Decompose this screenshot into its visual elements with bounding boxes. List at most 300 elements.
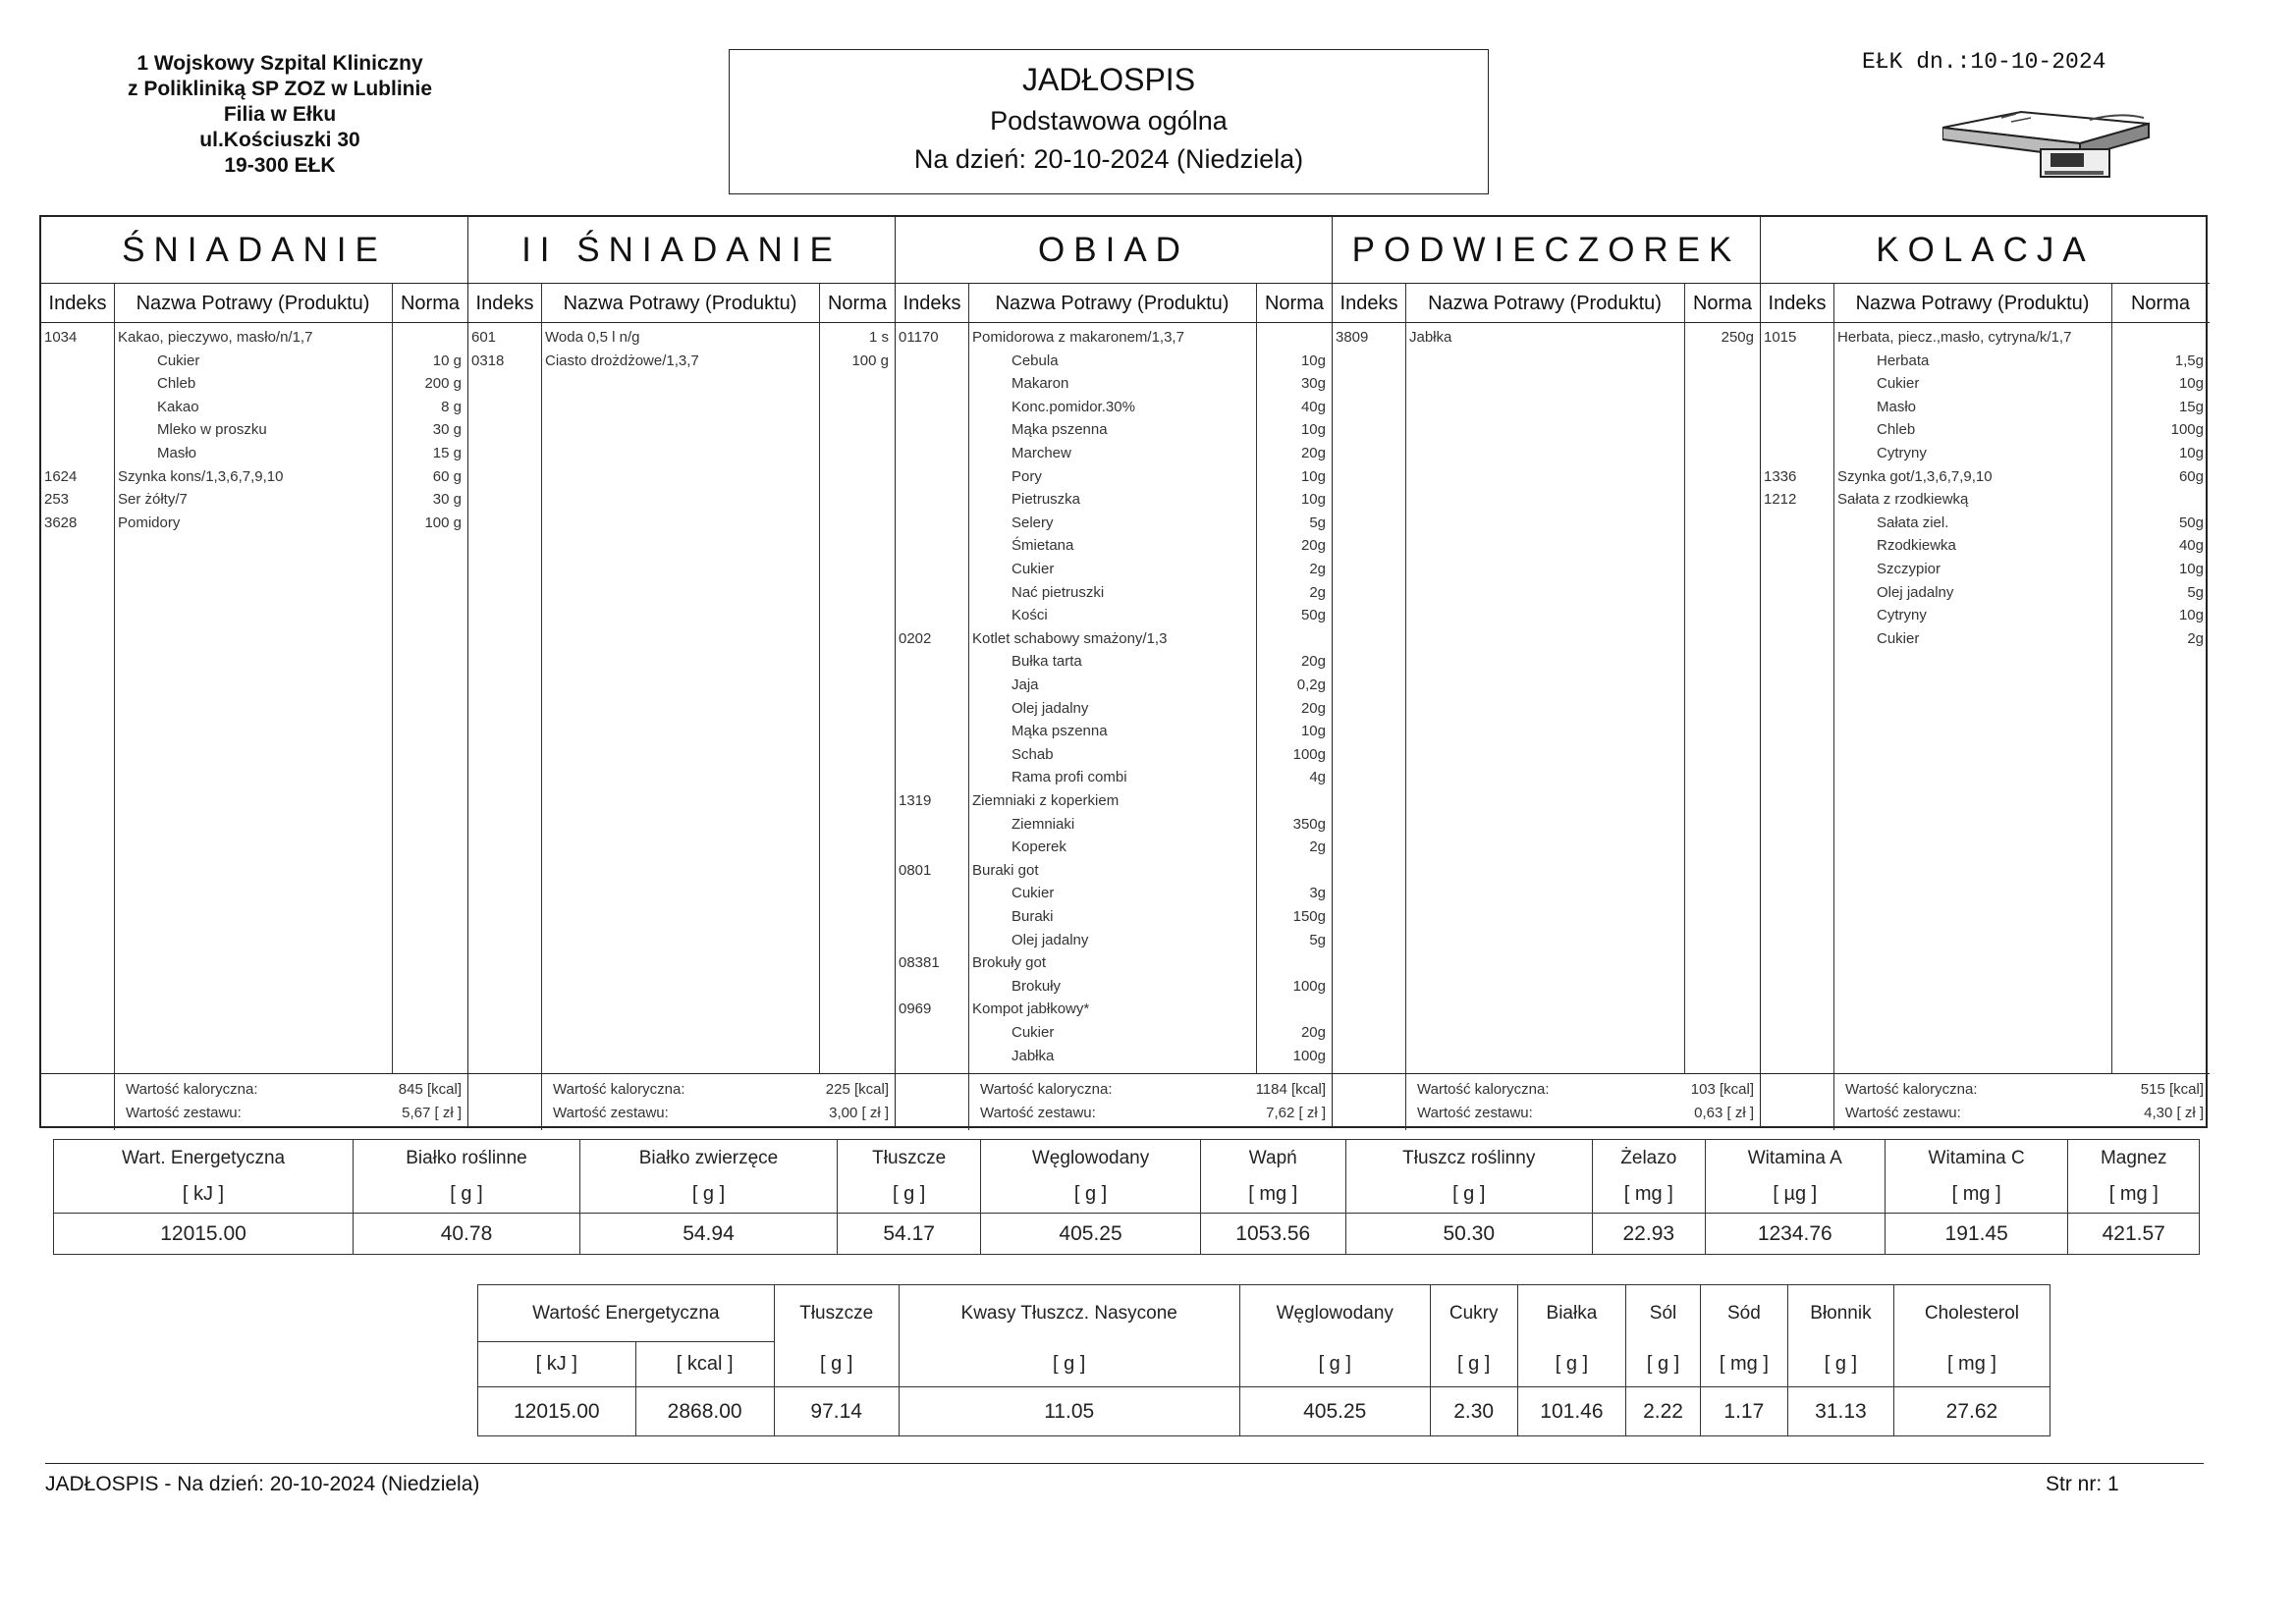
- meal-item-row: [896, 466, 1332, 488]
- item-name: Olej jadalny: [1011, 699, 1089, 717]
- meal-column: [896, 217, 1333, 1126]
- item-name: Schab: [1011, 745, 1054, 763]
- item-index: 3809: [1336, 329, 1369, 346]
- column-header-index: Indeks: [475, 293, 534, 314]
- item-norm: 15 g: [432, 445, 462, 461]
- meal-item-row: [896, 397, 1332, 418]
- set-cost-value-label: Wartość zestawu:: [553, 1105, 669, 1121]
- item-name: Woda 0,5 l n/g: [545, 329, 640, 346]
- item-name: Kakao, pieczywo, masło/n/1,7: [118, 329, 313, 346]
- item-norm: 2g: [1309, 839, 1326, 856]
- item-norm: 10g: [2178, 607, 2204, 624]
- nutrition-cell: 40.78: [354, 1214, 580, 1255]
- nutrition-cell: [ g ]: [1517, 1342, 1626, 1387]
- meal-item-row: [896, 814, 1332, 836]
- item-norm: 20g: [1300, 445, 1326, 461]
- item-norm: 5g: [1309, 931, 1326, 948]
- calorie-value: 103 [kcal]: [1690, 1081, 1754, 1098]
- nutrition-table-1: [53, 1139, 2200, 1255]
- meal-item-row: [1761, 351, 2210, 372]
- nutrition-cell: 191.45: [1885, 1214, 2068, 1255]
- item-norm: 2g: [2187, 629, 2204, 647]
- set-cost-value: 4,30 [ zł ]: [2144, 1105, 2204, 1121]
- item-norm: 10g: [2178, 561, 2204, 577]
- item-norm: 100g: [1292, 1047, 1326, 1064]
- meal-items: [1333, 323, 1760, 1073]
- item-name: Kakao: [157, 398, 199, 415]
- meal-item-row: [896, 419, 1332, 441]
- nutrition-cell: Magnez: [2068, 1140, 2200, 1177]
- meal-column: [1761, 217, 2210, 1126]
- meal-item-row: [41, 443, 467, 464]
- nutrition-cell: 101.46: [1517, 1387, 1626, 1436]
- column-header-norm: Norma: [1692, 293, 1752, 314]
- nutrition-cell: 2.22: [1626, 1387, 1700, 1436]
- item-norm: 150g: [1292, 908, 1326, 925]
- nutrition-cell: Cholesterol: [1893, 1285, 2050, 1342]
- calorie-value-label: Wartość kaloryczna:: [1845, 1081, 1978, 1098]
- meal-item-row: [896, 1022, 1332, 1044]
- item-index: 0318: [471, 352, 505, 369]
- item-norm: 250g: [1721, 329, 1754, 346]
- meal-item-row: [1761, 489, 2210, 511]
- meal-item-row: [1761, 443, 2210, 464]
- item-index: 1336: [1764, 467, 1797, 485]
- nutrition-cell: [ g ]: [1430, 1342, 1517, 1387]
- item-name: Ciasto drożdżowe/1,3,7: [545, 352, 699, 369]
- hospital-line: 19-300 EŁK: [224, 154, 336, 177]
- meal-item-row: [896, 559, 1332, 580]
- meal-item-row: [1333, 327, 1760, 349]
- meal-item-row: [896, 675, 1332, 696]
- meal-item-row: [1761, 582, 2210, 604]
- nutrition-cell: [ g ]: [1239, 1342, 1430, 1387]
- nutrition-cell: 54.94: [579, 1214, 837, 1255]
- nutrition-cell: [ kcal ]: [635, 1342, 774, 1387]
- item-name: Olej jadalny: [1877, 583, 1954, 601]
- column-header-name: Nazwa Potrawy (Produktu): [136, 293, 370, 314]
- meal-item-row: [896, 651, 1332, 673]
- hospital-address: [79, 51, 481, 179]
- item-norm: 30 g: [432, 421, 462, 439]
- column-header-norm: Norma: [1264, 293, 1324, 314]
- nutrition-cell: [ mg ]: [1885, 1176, 2068, 1214]
- meal-item-row: [41, 373, 467, 395]
- meal-item-row: [41, 419, 467, 441]
- item-name: Pory: [1011, 467, 1042, 485]
- meal-item-row: [896, 698, 1332, 720]
- item-norm: 10g: [1300, 491, 1326, 509]
- item-index: 0202: [899, 629, 932, 647]
- item-norm: 10g: [2178, 445, 2204, 461]
- meal-item-row: [41, 489, 467, 511]
- meal-item-row: [896, 930, 1332, 951]
- column-header-norm: Norma: [827, 293, 887, 314]
- meal-items: [41, 323, 467, 1073]
- item-name: Jabłka: [1409, 329, 1452, 346]
- item-index: 0969: [899, 1001, 932, 1018]
- item-norm: 10g: [1300, 467, 1326, 485]
- item-norm: 60g: [2178, 467, 2204, 485]
- nutrition-cell: [ mg ]: [1200, 1176, 1345, 1214]
- nutrition-cell: 50.30: [1345, 1214, 1592, 1255]
- meal-item-row: [1761, 605, 2210, 626]
- item-norm: 30 g: [432, 491, 462, 509]
- column-header-index: Indeks: [1339, 293, 1398, 314]
- item-name: Konc.pomidor.30%: [1011, 398, 1135, 415]
- meal-item-row: [1761, 373, 2210, 395]
- item-norm: 10g: [1300, 723, 1326, 740]
- nutrition-cell: Błonnik: [1788, 1285, 1894, 1342]
- calorie-value: 225 [kcal]: [825, 1081, 889, 1098]
- item-norm: 1 s: [868, 329, 889, 346]
- item-name: Cebula: [1011, 352, 1059, 369]
- column-header-name: Nazwa Potrawy (Produktu): [1855, 293, 2090, 314]
- item-name: Szynka kons/1,3,6,7,9,10: [118, 467, 284, 485]
- item-name: Chleb: [1877, 421, 1916, 439]
- item-name: Pomidorowa z makaronem/1,3,7: [972, 329, 1184, 346]
- item-norm: 100 g: [424, 514, 462, 531]
- item-name: Cukier: [1011, 885, 1055, 902]
- document-date: Na dzień: 20-10-2024 (Niedziela): [913, 144, 1304, 174]
- hospital-line: Filia w Ełku: [223, 103, 337, 126]
- item-norm: 10 g: [432, 352, 462, 369]
- meal-item-row: [896, 535, 1332, 557]
- item-norm: 1,5g: [2174, 352, 2204, 369]
- meal-item-row: [896, 628, 1332, 650]
- item-name: Cukier: [157, 352, 200, 369]
- calorie-value-label: Wartość kaloryczna:: [980, 1081, 1113, 1098]
- nutrition-cell: 11.05: [899, 1387, 1239, 1436]
- meal-column-headers: [1761, 284, 2210, 323]
- column-header-name: Nazwa Potrawy (Produktu): [1428, 293, 1662, 314]
- item-index: 253: [44, 491, 70, 509]
- item-name: Selery: [1011, 514, 1054, 531]
- column-header-name: Nazwa Potrawy (Produktu): [995, 293, 1230, 314]
- item-name: Nać pietruszki: [1011, 583, 1105, 601]
- nutrition-cell: Tłuszcze: [774, 1285, 899, 1342]
- calorie-value-label: Wartość kaloryczna:: [553, 1081, 685, 1098]
- nutrition-row-units: [54, 1176, 2200, 1214]
- item-norm: 10g: [2178, 375, 2204, 393]
- document-title: JADŁOSPIS: [1021, 62, 1196, 97]
- meal-item-row: [896, 489, 1332, 511]
- item-norm: 40g: [2178, 537, 2204, 555]
- meal-item-row: [896, 883, 1332, 904]
- meal-item-row: [896, 582, 1332, 604]
- item-name: Marchew: [1011, 445, 1071, 461]
- item-name: Szynka got/1,3,6,7,9,10: [1837, 467, 1993, 485]
- nutrition-cell: Wapń: [1200, 1140, 1345, 1177]
- meal-item-row: [1761, 327, 2210, 349]
- nutrition-cell: 12015.00: [478, 1387, 636, 1436]
- set-cost-value-label: Wartość zestawu:: [980, 1105, 1096, 1121]
- item-norm: 50g: [1300, 607, 1326, 624]
- item-name: Kości: [1011, 607, 1048, 624]
- nutrition-cell: 405.25: [1239, 1387, 1430, 1436]
- item-index: 1034: [44, 329, 78, 346]
- set-cost-value: 7,62 [ zł ]: [1266, 1105, 1326, 1121]
- item-norm: 40g: [1300, 398, 1326, 415]
- item-name: Cukier: [1877, 629, 1920, 647]
- nutrition-row-values: [478, 1387, 2050, 1436]
- item-name: Jaja: [1011, 676, 1039, 693]
- meal-item-row: [896, 605, 1332, 626]
- item-norm: 20g: [1300, 537, 1326, 555]
- nutrition-cell: 405.25: [981, 1214, 1201, 1255]
- meal-item-row: [1761, 513, 2210, 534]
- nutrition-cell: [ g ]: [981, 1176, 1201, 1214]
- meal-items: [1761, 323, 2210, 1073]
- item-index: 601: [471, 329, 497, 346]
- meal-item-row: [896, 999, 1332, 1020]
- item-norm: 0,2g: [1296, 676, 1326, 693]
- item-index: 0801: [899, 861, 932, 879]
- printer-logo-icon: [1942, 110, 2168, 189]
- item-norm: 2g: [1309, 583, 1326, 601]
- nutrition-cell: 421.57: [2068, 1214, 2200, 1255]
- set-cost-value-label: Wartość zestawu:: [1417, 1105, 1533, 1121]
- nutrition-cell: 2.30: [1430, 1387, 1517, 1436]
- item-name: Szczypior: [1877, 561, 1941, 577]
- item-norm: 30g: [1300, 375, 1326, 393]
- nutrition-cell: Witamina A: [1705, 1140, 1885, 1177]
- meal-title: II ŚNIADANIE: [468, 217, 895, 284]
- summary-divider: [468, 1073, 895, 1074]
- print-date: EŁK dn.:10-10-2024: [1862, 49, 2106, 75]
- meal-item-row: [41, 466, 467, 488]
- meal-item-row: [41, 513, 467, 534]
- item-index: 1319: [899, 792, 932, 809]
- meal-item-row: [1761, 628, 2210, 650]
- meal-column: [1333, 217, 1761, 1126]
- meal-grid: [39, 215, 2208, 1128]
- item-norm: 3g: [1309, 885, 1326, 902]
- item-norm: 350g: [1292, 815, 1326, 833]
- nutrition-cell: [ g ]: [1345, 1176, 1592, 1214]
- meal-item-row: [896, 906, 1332, 928]
- nutrition-cell: [ g ]: [1788, 1342, 1894, 1387]
- nutrition-cell: [ mg ]: [1893, 1342, 2050, 1387]
- item-name: Cukier: [1877, 375, 1920, 393]
- meal-column-headers: [896, 284, 1332, 323]
- meal-item-row: [896, 837, 1332, 858]
- nutrition-cell: [ mg ]: [1592, 1176, 1705, 1214]
- nutrition-cell: 27.62: [1893, 1387, 2050, 1436]
- item-index: 1212: [1764, 491, 1797, 509]
- meal-item-row: [1761, 466, 2210, 488]
- item-name: Buraki got: [972, 861, 1039, 879]
- item-name: Sałata z rzodkiewką: [1837, 491, 1969, 509]
- meal-item-row: [896, 952, 1332, 974]
- item-index: 08381: [899, 954, 940, 972]
- item-name: Kotlet schabowy smażony/1,3: [972, 629, 1168, 647]
- meal-title: ŚNIADANIE: [41, 217, 467, 284]
- meal-item-row: [896, 767, 1332, 788]
- summary-divider: [1761, 1073, 2210, 1074]
- item-name: Ziemniaki z koperkiem: [972, 792, 1120, 809]
- nutrition-cell: [ g ]: [774, 1342, 899, 1387]
- nutrition-cell: Tłuszcze: [838, 1140, 981, 1177]
- calorie-value: 515 [kcal]: [2140, 1081, 2204, 1098]
- item-norm: 50g: [2178, 514, 2204, 531]
- meal-column: [468, 217, 896, 1126]
- title-box: [729, 49, 1489, 194]
- nutrition-cell: [ g ]: [354, 1176, 580, 1214]
- meal-item-row: [41, 327, 467, 349]
- column-header-index: Indeks: [902, 293, 961, 314]
- item-name: Cukier: [1011, 561, 1055, 577]
- nutrition-row-units: [478, 1342, 2050, 1387]
- item-name: Cytryny: [1877, 607, 1927, 624]
- meal-item-row: [1761, 419, 2210, 441]
- item-name: Jabłka: [1011, 1047, 1055, 1064]
- item-index: 1624: [44, 467, 78, 485]
- item-name: Chleb: [157, 375, 196, 393]
- nutrition-cell: 22.93: [1592, 1214, 1705, 1255]
- item-name: Masło: [1877, 398, 1917, 415]
- meal-item-row: [468, 327, 895, 349]
- meal-item-row: [896, 443, 1332, 464]
- nutrition-cell: Białko zwierzęce: [579, 1140, 837, 1177]
- item-norm: 2g: [1309, 561, 1326, 577]
- nutrition-cell: 2868.00: [635, 1387, 774, 1436]
- set-cost-value: 0,63 [ zł ]: [1694, 1105, 1754, 1121]
- nutrition-cell: Kwasy Tłuszcz. Nasycone: [899, 1285, 1239, 1342]
- meal-column-headers: [468, 284, 895, 323]
- meal-column-headers: [41, 284, 467, 323]
- item-index: 3628: [44, 514, 78, 531]
- meal-items: [468, 323, 895, 1073]
- meal-item-row: [1761, 535, 2210, 557]
- item-name: Śmietana: [1011, 537, 1074, 555]
- nutrition-cell: [ g ]: [579, 1176, 837, 1214]
- column-header-index: Indeks: [1768, 293, 1827, 314]
- meal-title: PODWIECZOREK: [1333, 217, 1760, 284]
- summary-divider: [1333, 1073, 1760, 1074]
- meal-item-row: [1761, 397, 2210, 418]
- meal-title: OBIAD: [896, 217, 1332, 284]
- meal-item-row: [896, 721, 1332, 742]
- meal-item-row: [896, 351, 1332, 372]
- item-name: Makaron: [1011, 375, 1069, 393]
- item-name: Bułka tarta: [1011, 653, 1082, 671]
- item-name: Ser żółty/7: [118, 491, 188, 509]
- meal-item-row: [896, 327, 1332, 349]
- item-name: Koperek: [1011, 839, 1066, 856]
- meal-column-headers: [1333, 284, 1760, 323]
- meal-item-row: [896, 744, 1332, 766]
- item-name: Sałata ziel.: [1877, 514, 1949, 531]
- nutrition-cell: [ g ]: [899, 1342, 1239, 1387]
- item-norm: 100 g: [851, 352, 889, 369]
- item-name: Herbata: [1877, 352, 1930, 369]
- nutrition-row-headers: [478, 1285, 2050, 1342]
- nutrition-cell: Wart. Energetyczna: [54, 1140, 354, 1177]
- nutrition-cell: Witamina C: [1885, 1140, 2068, 1177]
- calorie-value: 1184 [kcal]: [1255, 1081, 1326, 1098]
- set-cost-value-label: Wartość zestawu:: [1845, 1105, 1961, 1121]
- item-name: Rzodkiewka: [1877, 537, 1956, 555]
- item-name: Kompot jabłkowy*: [972, 1001, 1090, 1018]
- meal-item-row: [896, 790, 1332, 812]
- item-name: Cytryny: [1877, 445, 1927, 461]
- nutrition-cell: Węglowodany: [981, 1140, 1201, 1177]
- set-cost-value-label: Wartość zestawu:: [126, 1105, 242, 1121]
- nutrition-cell: Cukry: [1430, 1285, 1517, 1342]
- item-norm: 100g: [1292, 745, 1326, 763]
- item-norm: 4g: [1309, 769, 1326, 786]
- item-norm: 8 g: [441, 398, 462, 415]
- item-name: Pomidory: [118, 514, 181, 531]
- nutrition-cell: Sól: [1626, 1285, 1700, 1342]
- summary-divider: [41, 1073, 467, 1074]
- item-norm: 15g: [2178, 398, 2204, 415]
- document-subtitle: Podstawowa ogólna: [990, 106, 1228, 135]
- nutrition-cell: [ mg ]: [2068, 1176, 2200, 1214]
- meal-item-row: [41, 397, 467, 418]
- meal-title: KOLACJA: [1761, 217, 2210, 284]
- footer-divider: [45, 1463, 2204, 1464]
- nutrition-cell: [ kJ ]: [478, 1342, 636, 1387]
- item-name: Ziemniaki: [1011, 815, 1075, 833]
- summary-divider: [896, 1073, 1332, 1074]
- nutrition-cell: [ mg ]: [1700, 1342, 1787, 1387]
- column-header-index: Indeks: [48, 293, 107, 314]
- nutrition-cell: 1234.76: [1705, 1214, 1885, 1255]
- meal-item-row: [896, 373, 1332, 395]
- item-name: Pietruszka: [1011, 491, 1081, 509]
- hospital-line: z Polikliniką SP ZOZ w Lublinie: [128, 78, 432, 100]
- calorie-value-label: Wartość kaloryczna:: [1417, 1081, 1550, 1098]
- item-index: 01170: [899, 329, 939, 346]
- item-norm: 100g: [1292, 977, 1326, 995]
- item-name: Cukier: [1011, 1024, 1055, 1041]
- item-name: Brokuły: [1011, 977, 1062, 995]
- item-name: Masło: [157, 445, 197, 461]
- meal-item-row: [896, 976, 1332, 998]
- nutrition-cell: [ g ]: [838, 1176, 981, 1214]
- meal-column: [41, 217, 468, 1126]
- nutrition-cell: 97.14: [774, 1387, 899, 1436]
- nutrition-cell: Węglowodany: [1239, 1285, 1430, 1342]
- nutrition-cell: Żelazo: [1592, 1140, 1705, 1177]
- calorie-value-label: Wartość kaloryczna:: [126, 1081, 258, 1098]
- meal-item-row: [41, 351, 467, 372]
- item-name: Brokuły got: [972, 954, 1047, 972]
- hospital-line: ul.Kościuszki 30: [199, 129, 360, 151]
- nutrition-row-values: [54, 1214, 2200, 1255]
- footer-title: JADŁOSPIS - Na dzień: 20-10-2024 (Niedziela): [45, 1473, 480, 1495]
- meal-items: [896, 323, 1332, 1073]
- column-header-norm: Norma: [400, 293, 460, 314]
- meal-item-row: [896, 513, 1332, 534]
- nutrition-cell: 1053.56: [1200, 1214, 1345, 1255]
- item-norm: 10g: [1300, 421, 1326, 439]
- nutrition-row-headers: [54, 1140, 2200, 1177]
- item-norm: 200 g: [424, 375, 462, 393]
- set-cost-value: 3,00 [ zł ]: [829, 1105, 889, 1121]
- nutrition-cell: Wartość Energetyczna: [478, 1285, 775, 1342]
- item-norm: 20g: [1300, 653, 1326, 671]
- item-name: Mleko w proszku: [157, 421, 267, 439]
- item-index: 1015: [1764, 329, 1797, 346]
- item-norm: 60 g: [432, 467, 462, 485]
- item-name: Buraki: [1011, 908, 1054, 925]
- page-number: Str nr: 1: [2046, 1473, 2119, 1495]
- column-header-norm: Norma: [2130, 293, 2190, 314]
- meal-item-row: [468, 351, 895, 372]
